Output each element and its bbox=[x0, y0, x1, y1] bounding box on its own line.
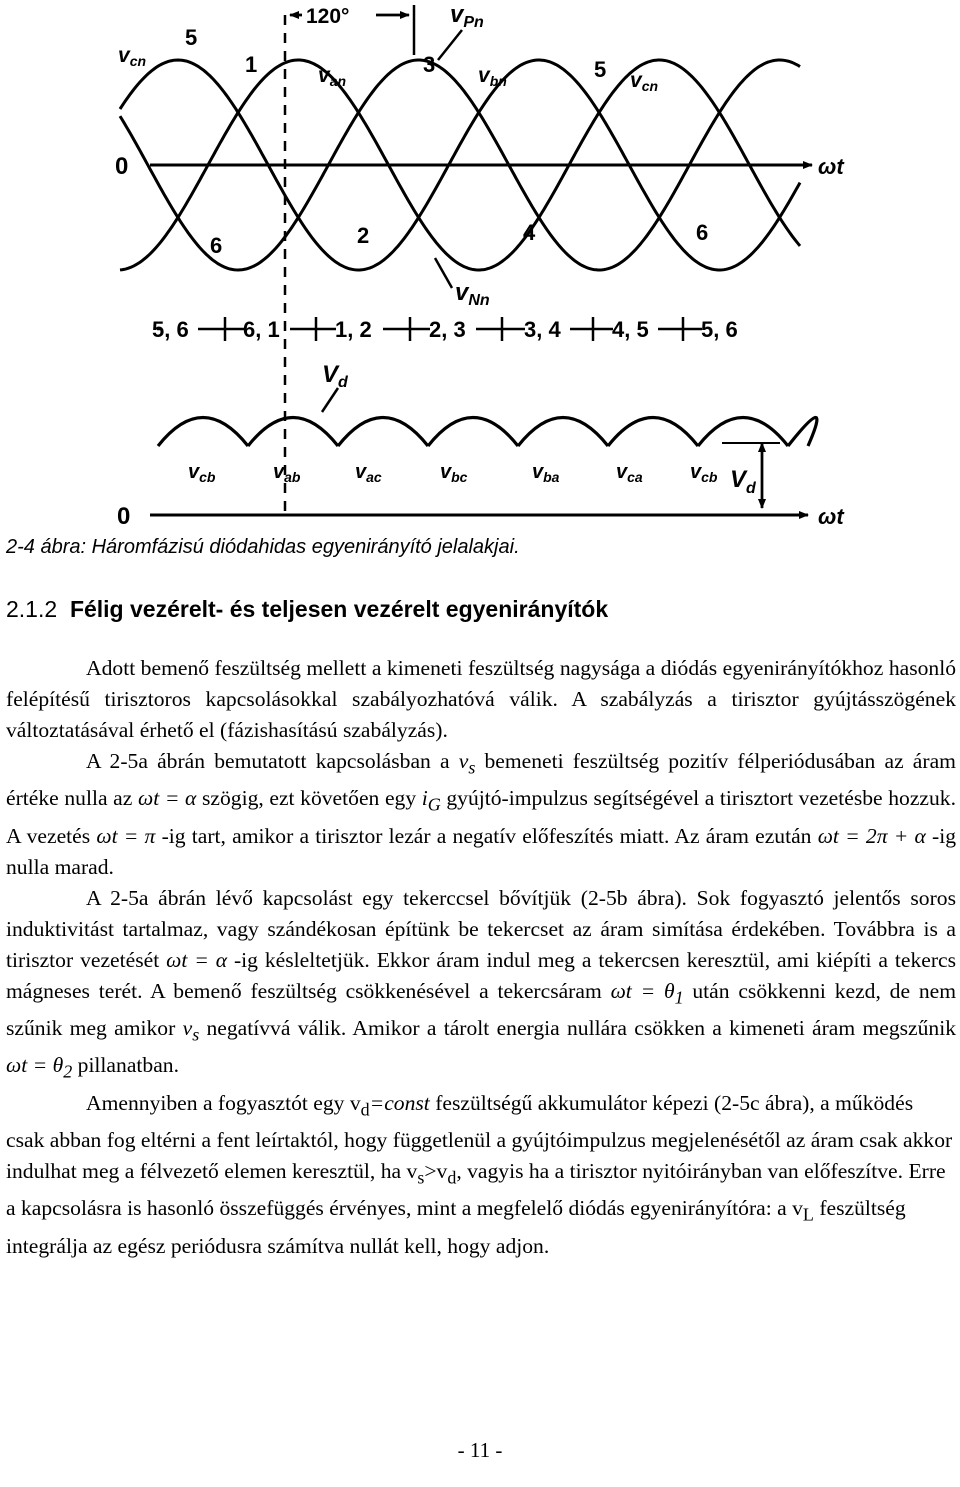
svg-text:4: 4 bbox=[523, 220, 536, 245]
formula-alpha-2: ωt = α bbox=[166, 947, 228, 972]
vd-mid-pointer bbox=[322, 388, 338, 412]
svg-text:vcn: vcn bbox=[630, 69, 659, 94]
paragraph-3: A 2-5a ábrán lévő kapcsolást egy tekerccsel bővítjük (2-5b ábra). Sok fogyasztó jelentős soros induktivitást tartalmaz, vagy szándékosan építünk be tekercset az áram simítása érdekében. Továbbra is a tirisztor vezetését ωt = α -ig késleltetjük. Ekkor áram indul meg a tekercsen keresztül, ami kiépíti a tekercs mágneses terét. A bemenő feszültség csökkenésével a tekercsáram $\omega t = \theta_1$ után csökkenni kezd, de nem szűnik meg amikor $v_s$ negatívvá válik. Amikor a tárolt energia nullára csökken a kimeneti áram megszűnik $\omega t = \theta_2$ pillanatban. bbox=[6, 885, 956, 1082]
section-title: Félig vezérelt- és teljesen vezérelt egyenirányítók bbox=[69, 596, 609, 622]
svg-text:6, 1: 6, 1 bbox=[243, 317, 280, 342]
upper-device-numbers bbox=[185, 25, 606, 82]
formula-alpha: ωt = α bbox=[137, 786, 197, 811]
v-pn-pointer bbox=[438, 30, 462, 60]
svg-text:vac: $v_{ac}$ bbox=[355, 461, 382, 485]
v-nn-label: $v_{Nn}$ bbox=[455, 279, 490, 309]
rectified-output-wave bbox=[158, 418, 817, 447]
svg-text:vcb: $v_{cb}$ bbox=[690, 461, 718, 485]
line-voltage-labels bbox=[188, 461, 718, 485]
svg-text:4, 5: 4, 5 bbox=[612, 317, 649, 342]
svg-text:6: 6 bbox=[696, 220, 709, 245]
svg-text:2, 3: 2, 3 bbox=[429, 317, 466, 342]
formula-theta-2: $\omega t = \theta_2$ bbox=[6, 1053, 73, 1082]
zero-label-bottom: 0 bbox=[117, 503, 131, 530]
paragraph-4: Amennyiben a fogyasztót egy $v_d=const$ feszültségű akkumulátor képezi (2-5c ábra), a működés csak abban fog eltérni a fent leírtaktól, hogy függetlenül a gyújtóimpulzus megjelenésétől az áram csak akkor indulhat meg a félvezető elemen keresztül, ha $v_s>v_d$, vagyis ha a tirisztor nyitóirányban van előfeszítve. Erre a kapcsolásra is hasonló összefüggés érvényes, mint a megfelelő diódás egyenirányítóra: a $v_L$ feszültség integrálja az egész periódusra számítva nullát kell, hogy adjon. bbox=[6, 1090, 953, 1258]
section-heading bbox=[6, 596, 608, 623]
waveform-figure bbox=[0, 0, 960, 530]
svg-text:vca: $v_{ca}$ bbox=[616, 461, 643, 485]
svg-text:5, 6: 5, 6 bbox=[701, 317, 738, 342]
svg-text:3: 3 bbox=[423, 52, 436, 77]
svg-text:1: 1 bbox=[245, 52, 258, 77]
line-voltage-waveforms bbox=[158, 418, 817, 447]
svg-text:5: 5 bbox=[185, 25, 198, 50]
svg-text:vcn: vcn bbox=[118, 44, 147, 69]
svg-text:3, 4: 3, 4 bbox=[524, 317, 561, 342]
figure-caption: 2-4 ábra: Háromfázisú diódahidas egyenirányító jelalakjai. bbox=[6, 536, 520, 558]
svg-text:van: van bbox=[318, 64, 347, 89]
svg-text:vbn: vbn bbox=[478, 64, 507, 89]
body-text bbox=[6, 653, 956, 1262]
vd-right-label: $V_d$ bbox=[730, 466, 756, 497]
formula-theta-1: $\omega t = \theta_1$ bbox=[610, 978, 684, 1007]
svg-text:vab: $v_{ab}$ bbox=[273, 461, 301, 485]
paragraph-2: A 2-5a ábrán bemutatott kapcsolásban a $v_s$ bemeneti feszültség pozitív félperiódusában az áram értéke nulla az ωt = α szögig, ezt követően egy $i_G$ gyújtó-impulzus segítségével a tirisztort vezetésbe hozzuk. A vezetés ωt = π -ig tart, amikor a tirisztor lezár a negatív előfeszítés miatt. Az áram ezután ωt = 2π + α -ig nulla marad. bbox=[6, 749, 957, 879]
zero-label-top: 0 bbox=[115, 153, 129, 180]
svg-text:vbc: $v_{bc}$ bbox=[440, 461, 468, 485]
formula-pi: ωt = π bbox=[96, 823, 156, 848]
omega-t-label-top: ωt bbox=[818, 154, 844, 179]
v-pn-label: $v_{Pn}$ bbox=[450, 1, 484, 31]
svg-text:vcb: $v_{cb}$ bbox=[188, 461, 216, 485]
angle-label: 120° bbox=[306, 5, 350, 28]
svg-text:6: 6 bbox=[210, 233, 223, 258]
svg-text:5: 5 bbox=[594, 57, 607, 82]
svg-text:5, 6: 5, 6 bbox=[152, 317, 189, 342]
paragraph-1: Adott bemenő feszültség mellett a kimeneti feszültség nagysága a diódás egyenirányítókhoz hasonló felépítésű tirisztoros kapcsolásokkal szabályozhatóvá válik. A szabályzás a tirisztor gyújtásszögének változtatásával érhető el (fázishasítású szabályzás). bbox=[6, 656, 956, 742]
svg-text:vba: $v_{ba}$ bbox=[532, 461, 560, 485]
section-number: 2.1.2 bbox=[6, 596, 58, 622]
formula-2pi-alpha: ωt = 2π + α bbox=[817, 823, 926, 848]
svg-text:2: 2 bbox=[357, 223, 370, 248]
omega-t-label-bottom: ωt bbox=[818, 504, 844, 529]
svg-text:1, 2: 1, 2 bbox=[335, 317, 372, 342]
v-nn-pointer bbox=[435, 258, 452, 288]
page-number: - 11 - bbox=[457, 1438, 503, 1462]
phase-labels bbox=[118, 44, 658, 94]
vd-mid-label: $V_d$ bbox=[322, 361, 348, 391]
